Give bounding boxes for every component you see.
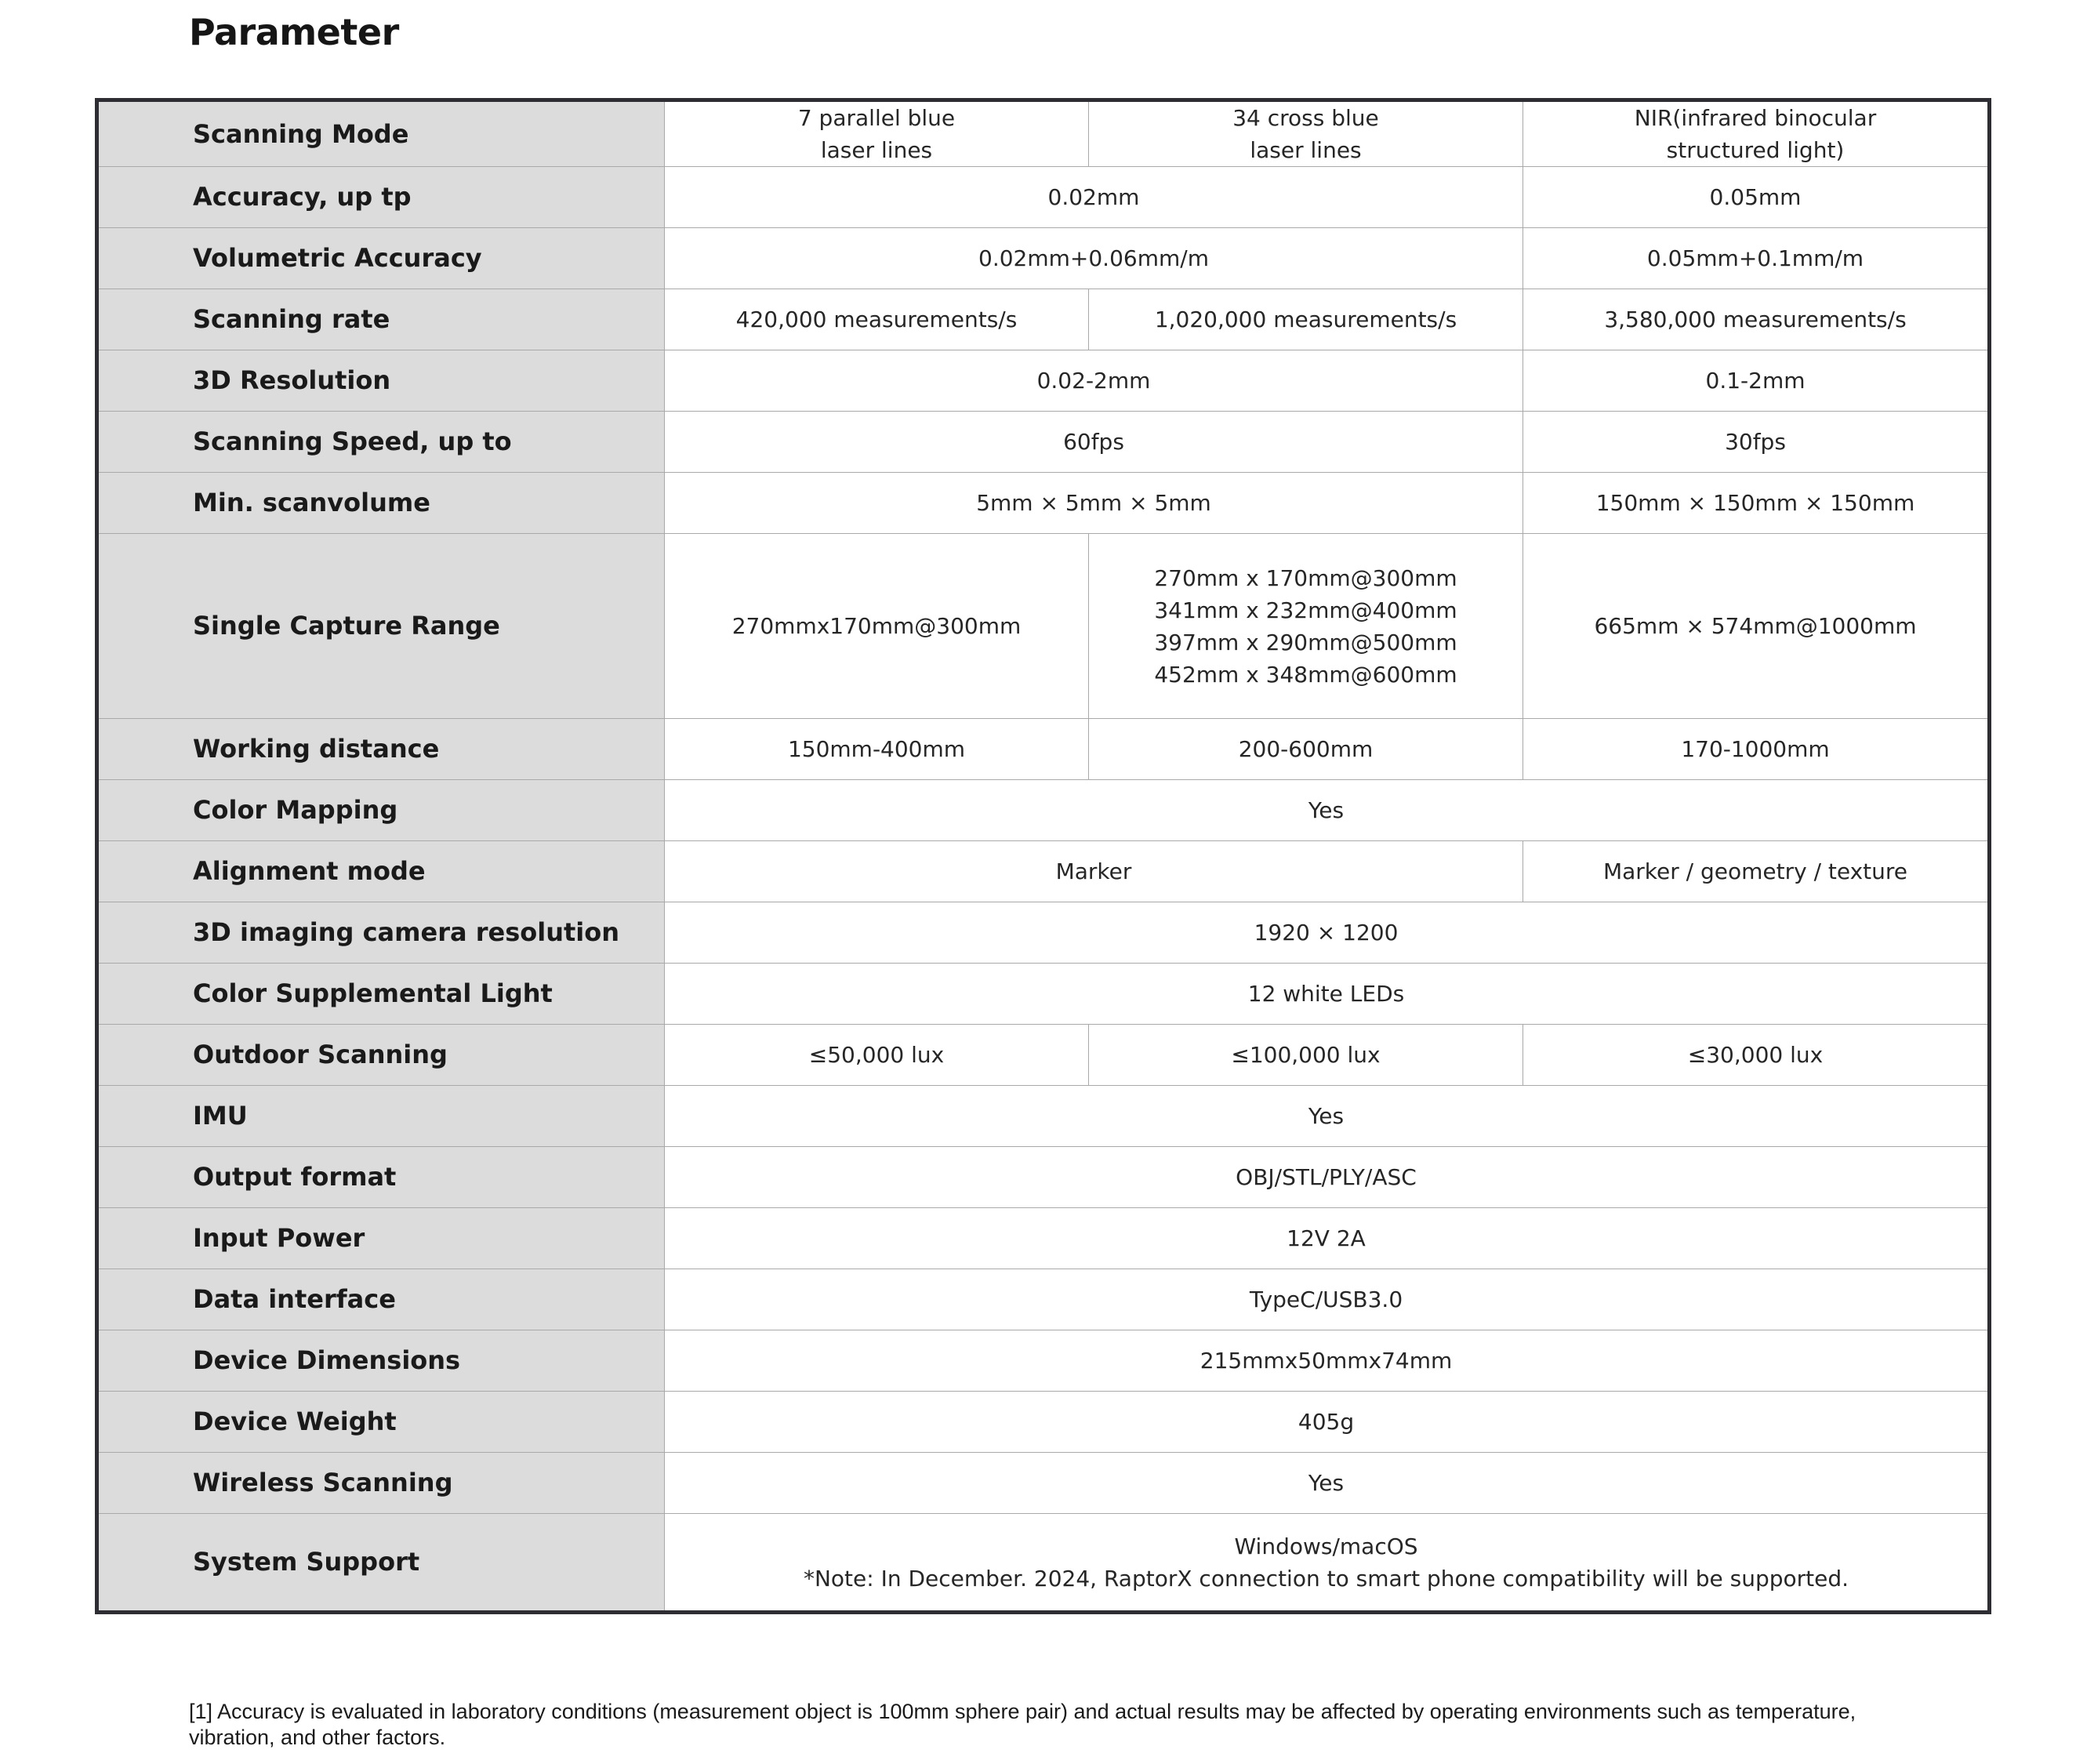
table-cell: Yes — [665, 1086, 1990, 1147]
row-label: Output format — [97, 1147, 665, 1208]
row-label: Volumetric Accuracy — [97, 228, 665, 289]
table-cell: 5mm × 5mm × 5mm — [665, 473, 1523, 534]
table-cell: 7 parallel blue laser lines — [665, 100, 1089, 167]
table-cell: 270mmx170mm@300mm — [665, 534, 1089, 719]
table-cell: 12V 2A — [665, 1208, 1990, 1269]
table-row — [97, 1453, 1990, 1514]
table-row — [97, 350, 1990, 412]
table-row — [97, 1086, 1990, 1147]
table-row — [97, 289, 1990, 350]
table-row — [97, 1392, 1990, 1453]
row-label: Accuracy, up tp — [97, 167, 665, 228]
table-cell: 150mm × 150mm × 150mm — [1523, 473, 1990, 534]
table-cell: Windows/macOS *Note: In December. 2024, RaptorX connection to smart phone compatibility will be supported. — [665, 1514, 1990, 1613]
table-row — [97, 1330, 1990, 1392]
table-cell: 0.1-2mm — [1523, 350, 1990, 412]
spec-table — [95, 98, 1991, 1614]
table-cell: 405g — [665, 1392, 1990, 1453]
table-cell: 215mmx50mmx74mm — [665, 1330, 1990, 1392]
page-title: Parameter — [189, 11, 399, 53]
table-row — [97, 841, 1990, 902]
table-row — [97, 1025, 1990, 1086]
table-row — [97, 902, 1990, 964]
table-row — [97, 719, 1990, 780]
table-cell: 270mm x 170mm@300mm 341mm x 232mm@400mm 397mm x 290mm@500mm 452mm x 348mm@600mm — [1089, 534, 1523, 719]
table-cell: 170-1000mm — [1523, 719, 1990, 780]
table-row — [97, 964, 1990, 1025]
table-row — [97, 1208, 1990, 1269]
table-cell: ≤50,000 lux — [665, 1025, 1089, 1086]
row-label: System Support — [97, 1514, 665, 1613]
row-label: Working distance — [97, 719, 665, 780]
table-cell: NIR(infrared binocular structured light) — [1523, 100, 1990, 167]
table-cell: 0.05mm — [1523, 167, 1990, 228]
spec-table-body — [97, 100, 1990, 1613]
row-label: Data interface — [97, 1269, 665, 1330]
row-label: Input Power — [97, 1208, 665, 1269]
table-cell: Yes — [665, 780, 1990, 841]
table-cell: ≤30,000 lux — [1523, 1025, 1990, 1086]
row-label: IMU — [97, 1086, 665, 1147]
row-label: Color Mapping — [97, 780, 665, 841]
table-cell: 3,580,000 measurements/s — [1523, 289, 1990, 350]
row-label: Scanning rate — [97, 289, 665, 350]
table-cell: Yes — [665, 1453, 1990, 1514]
table-cell: 200-600mm — [1089, 719, 1523, 780]
row-label: Alignment mode — [97, 841, 665, 902]
row-label: Color Supplemental Light — [97, 964, 665, 1025]
table-cell: OBJ/STL/PLY/ASC — [665, 1147, 1990, 1208]
row-label: Scanning Mode — [97, 100, 665, 167]
table-cell: TypeC/USB3.0 — [665, 1269, 1990, 1330]
table-cell: ≤100,000 lux — [1089, 1025, 1523, 1086]
table-cell: 34 cross blue laser lines — [1089, 100, 1523, 167]
row-label: Min. scanvolume — [97, 473, 665, 534]
table-cell: Marker / geometry / texture — [1523, 841, 1990, 902]
table-cell: 420,000 measurements/s — [665, 289, 1089, 350]
table-cell: 0.05mm+0.1mm/m — [1523, 228, 1990, 289]
row-label: Scanning Speed, up to — [97, 412, 665, 473]
table-row — [97, 1514, 1990, 1613]
row-label: 3D Resolution — [97, 350, 665, 412]
row-label: Device Dimensions — [97, 1330, 665, 1392]
table-cell: 1,020,000 measurements/s — [1089, 289, 1523, 350]
row-label: 3D imaging camera resolution — [97, 902, 665, 964]
table-row — [97, 412, 1990, 473]
table-row — [97, 1147, 1990, 1208]
table-row — [97, 100, 1990, 167]
table-row — [97, 1269, 1990, 1330]
table-row — [97, 228, 1990, 289]
row-label: Device Weight — [97, 1392, 665, 1453]
table-cell: Marker — [665, 841, 1523, 902]
table-cell: 1920 × 1200 — [665, 902, 1990, 964]
table-cell: 665mm × 574mm@1000mm — [1523, 534, 1990, 719]
row-label: Single Capture Range — [97, 534, 665, 719]
table-cell: 30fps — [1523, 412, 1990, 473]
table-row — [97, 473, 1990, 534]
table-row — [97, 167, 1990, 228]
footnote: [1] Accuracy is evaluated in laboratory conditions (measurement object is 100mm sphere pair) and actual results may be affected by operating environments such as temperature, vibration, and other factors. — [189, 1700, 1856, 1749]
row-label: Outdoor Scanning — [97, 1025, 665, 1086]
table-row — [97, 534, 1990, 719]
table-cell: 60fps — [665, 412, 1523, 473]
table-cell: 12 white LEDs — [665, 964, 1990, 1025]
table-cell: 0.02-2mm — [665, 350, 1523, 412]
table-cell: 150mm-400mm — [665, 719, 1089, 780]
table-cell: 0.02mm+0.06mm/m — [665, 228, 1523, 289]
table-cell: 0.02mm — [665, 167, 1523, 228]
row-label: Wireless Scanning — [97, 1453, 665, 1514]
table-row — [97, 780, 1990, 841]
